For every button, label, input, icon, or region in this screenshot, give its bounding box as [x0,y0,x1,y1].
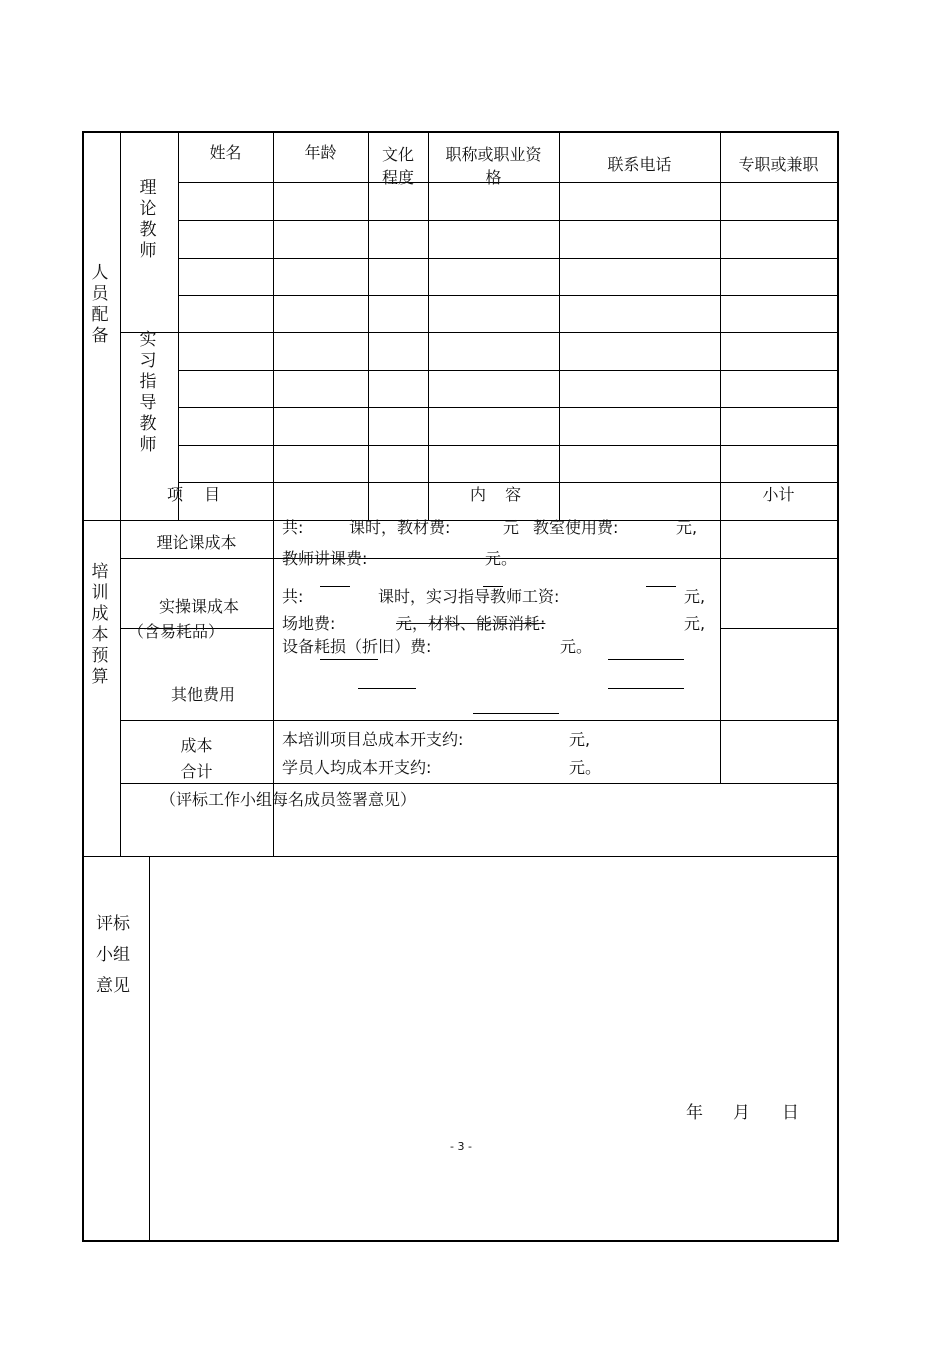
staff-row-line [178,445,838,446]
total-line1-b: 元, [569,730,591,749]
budget-header-content: 内 容 [470,485,522,504]
section-divider [82,856,838,857]
practice-teacher-label: 实习指导教师 [139,330,157,455]
total-line1-a: 本培训项目总成本开支约: [282,730,464,749]
table-bottom-border [82,1240,839,1242]
date-day: 日 [782,1103,799,1123]
total-line2-a: 学员人均成本开支约: [282,758,432,777]
practice-line2-c: 元, [684,614,706,633]
practice-line2-a: 场地费: [282,614,336,633]
budget-row-line [120,720,838,721]
header-phone: 联系电话 [607,155,672,174]
total-label-line1: 成本 [180,736,213,755]
staff-row-line [178,482,838,483]
staff-row-line [178,295,838,296]
header-title-line2: 格 [485,168,502,187]
theory-line1-a: 共: [282,518,304,537]
theory-teacher-label: 理论教师 [139,178,157,261]
blank-line [320,586,350,587]
practice-line1-a: 共: [282,587,304,606]
practice-line1-c: 元, [684,587,706,606]
budget-row-line [720,628,838,629]
staff-grid-line [559,131,560,521]
header-name: 姓名 [209,143,242,162]
table-right-border [837,131,839,1242]
staff-grid-line [720,131,721,783]
header-title-line1: 职称或职业资 [445,145,542,164]
opinion-label-line3: 意见 [96,976,130,996]
staff-grid-line [273,131,274,857]
staff-row-line [178,220,838,221]
blank-line [646,586,676,587]
practice-cost-label-line2: （含易耗品） [128,622,225,641]
practice-line1-b: 课时，实习指导教师工资: [378,587,560,606]
table-top-border [82,131,839,133]
staff-row-line [178,407,838,408]
practice-line3-b: 元。 [560,637,593,656]
budget-row-line [82,520,838,521]
other-cost-label: 其他费用 [170,685,235,704]
theory-line2-a: 教师讲课费: [282,549,368,568]
theory-line1-e: 元, [676,518,698,537]
staff-grid-line [178,131,179,521]
budget-row-line [120,558,838,559]
header-education-line1: 文化 [381,145,414,164]
practice-cost-label-line1: 实操课成本 [158,597,239,616]
theory-line1-b: 课时，教材费: [349,518,451,537]
practice-line2-b: 元，材料、能源消耗: [396,614,546,633]
total-label-line2: 合计 [180,762,213,781]
page-number: - 3 - [450,1140,472,1153]
blank-line [608,659,684,660]
opinion-column-divider [149,856,150,1241]
budget-section-label: 培训成本预算 [91,562,109,687]
theory-line1-d: 教室使用费: [533,518,619,537]
staff-grid-line [368,131,369,521]
staff-row-line [120,332,838,333]
header-education-line2: 程度 [381,168,414,187]
header-fulltime: 专职或兼职 [738,155,819,174]
opinion-label-line2: 小组 [96,945,130,965]
blank-line [608,688,684,689]
date-month: 月 [733,1103,750,1123]
theory-line2-b: 元。 [485,549,518,568]
blank-line [358,688,416,689]
signature-note: （评标工作小组每名成员签署意见） [160,790,417,809]
total-line2-b: 元。 [569,758,602,777]
table-left-border [82,131,84,1242]
staff-section-label: 人员配备 [91,263,109,346]
staff-grid-line [428,131,429,521]
budget-header-item: 项 目 [167,485,221,504]
blank-line [320,659,378,660]
theory-cost-label: 理论课成本 [156,533,237,552]
theory-line1-c: 元 [503,518,520,537]
staff-row-line [178,258,838,259]
date-year: 年 [686,1103,703,1123]
staff-row-line [178,370,838,371]
blank-line [473,713,559,714]
opinion-label-line1: 评标 [96,914,130,934]
budget-row-line [120,783,838,784]
practice-line3-a: 设备耗损（折旧）费: [282,637,432,656]
header-age: 年龄 [304,143,337,162]
budget-header-subtotal: 小计 [762,485,795,504]
